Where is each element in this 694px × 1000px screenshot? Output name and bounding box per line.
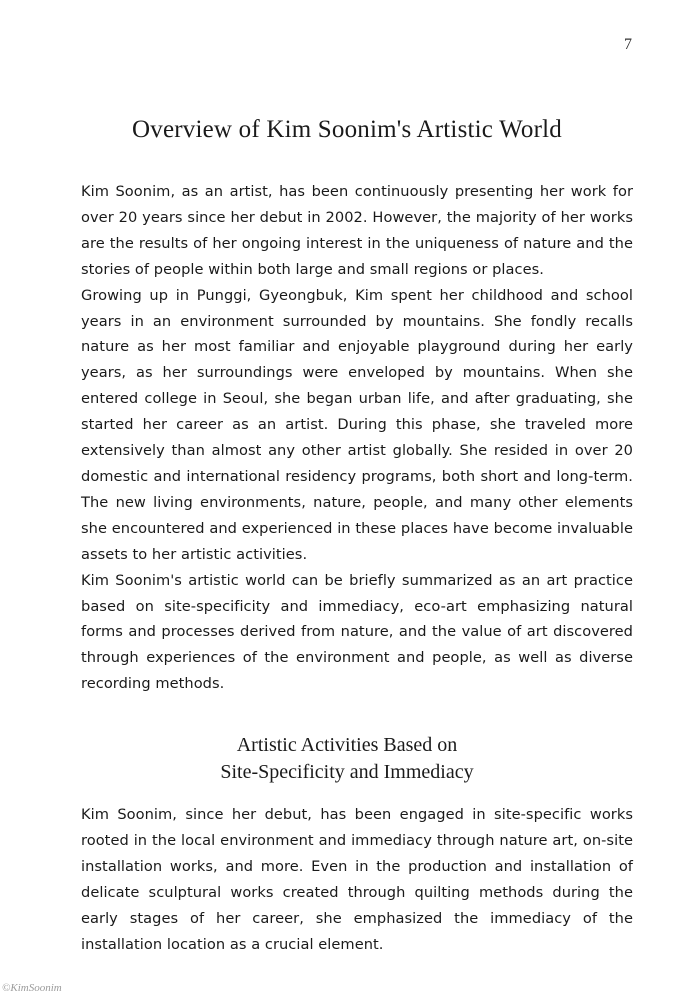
paragraph: Kim Soonim's artistic world can be briefly summarized as an art practice based on site-specificity and immediacy, eco-art emphasizing natural forms and processes derived from nature, and the value of art discovered through experiences of the environment and people, as well as diverse recording methods.: [81, 571, 633, 693]
watermark: ©KimSoonim: [2, 982, 62, 994]
paragraph: Kim Soonim, since her debut, has been engaged in site-specific works rooted in the local environment and immediacy through nature art, on-site installation works, and more. Even in the production and installation of delicate sculptural works created through quilting methods during the early stages of her career, she emphasized the immediacy of the installation location as a crucial element.: [81, 806, 633, 953]
section-title: Overview of Kim Soonim's Artistic World: [132, 116, 562, 143]
subtitle-line-1: Artistic Activities Based on: [236, 734, 458, 756]
section-body: [81, 179, 633, 697]
section-subtitle: [0, 732, 694, 786]
page-number: 7: [624, 36, 632, 53]
subtitle-line-2: Site-Specificity and Immediacy: [220, 761, 474, 783]
section-body: [81, 802, 633, 957]
paragraph: Kim Soonim, as an artist, has been continuously presenting her work for over 20 years since her debut in 2002. However, the majority of her works are the results of her ongoing interest in the uniqueness of nature and the stories of people within both large and small regions or places.: [81, 183, 633, 278]
paragraph: Growing up in Punggi, Gyeongbuk, Kim spent her childhood and school years in an environment surrounded by mountains. She fondly recalls nature as her most familiar and enjoyable playground during her early years, as her surroundings were enveloped by mountains. When she entered college in Seoul, she began urban life, and after graduating, she started her career as an artist. During this phase, she traveled more extensively than almost any other artist globally. She resided in over 20 domestic and international residency programs, both short and long-term. The new living environments, nature, people, and many other elements she encountered and experienced in these places have become invaluable assets to her artistic activities.: [81, 286, 633, 563]
